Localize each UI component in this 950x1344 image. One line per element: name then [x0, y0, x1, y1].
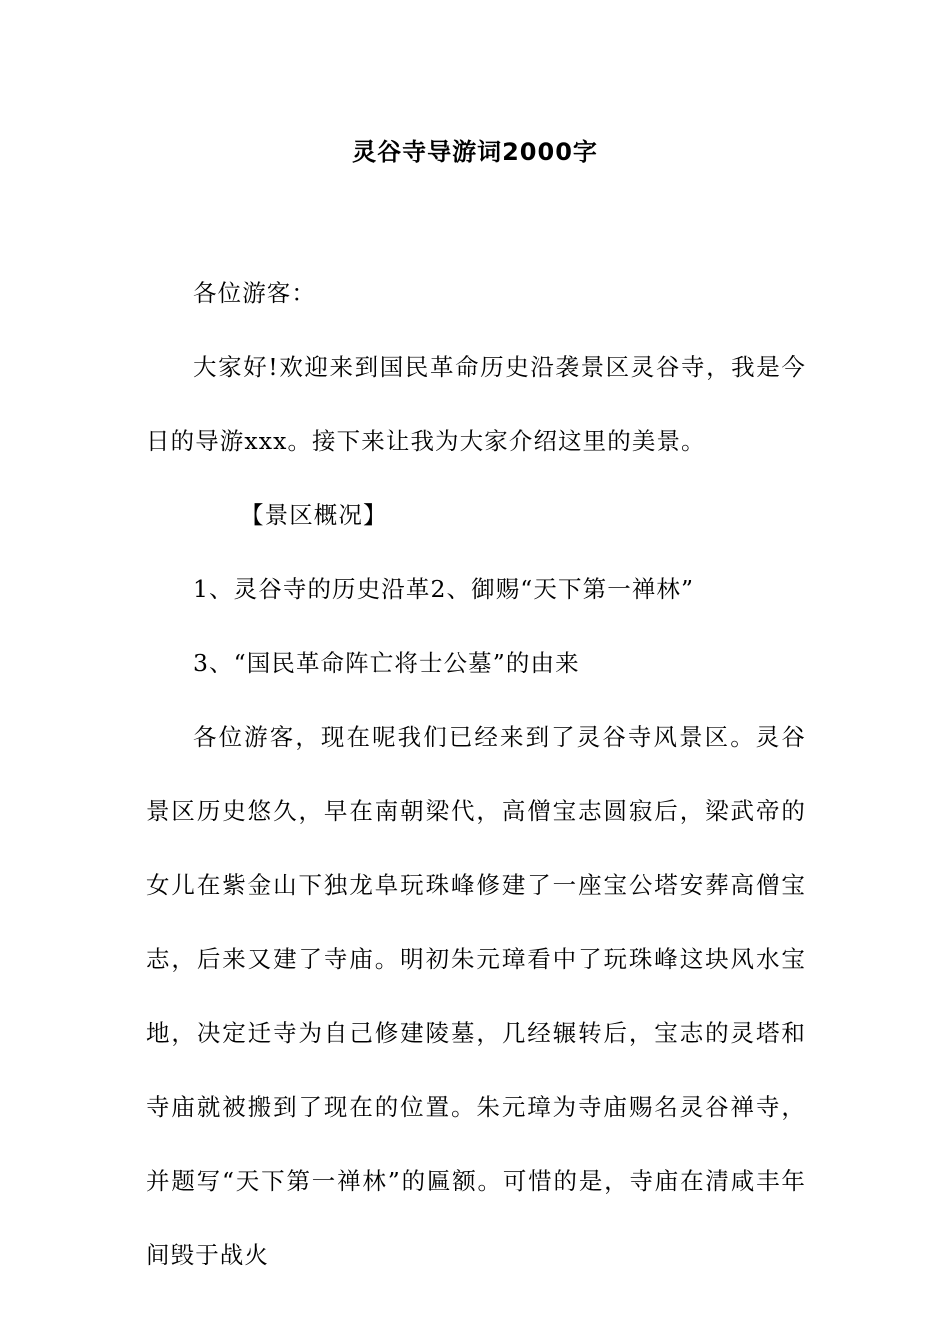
section-heading: 【景区概况】: [240, 501, 388, 529]
document-body: [146, 256, 806, 1292]
welcome-paragraph: 大家好!欢迎来到国民革命历史沿袭景区灵谷寺，我是今日的导游xxx。接下来让我为大家介绍这里的美景。: [146, 353, 806, 455]
document-title: 灵谷寺导游词2000字: [352, 138, 598, 166]
list-item: 3、“国民革命阵亡将士公墓”的由来: [193, 649, 580, 677]
list-item: 1、灵谷寺的历史沿革2、御赐“天下第一禅林”: [193, 575, 695, 603]
history-paragraph: 各位游客，现在呢我们已经来到了灵谷寺风景区。灵谷景区历史悠久，早在南朝梁代，高僧宝志圆寂后，梁武帝的女儿在紫金山下独龙阜玩珠峰修建了一座宝公塔安葬高僧宝志，后来又建了寺庙。明初朱元璋看中了玩珠峰这块风水宝地，决定迁寺为自己修建陵墓，几经辗转后，宝志的灵塔和寺庙就被搬到了现在的位置。朱元璋为寺庙赐名灵谷禅寺，并题写“天下第一禅林”的匾额。可惜的是，寺庙在清咸丰年间毁于战火: [146, 723, 806, 1269]
greeting-paragraph: 各位游客：: [193, 279, 316, 307]
